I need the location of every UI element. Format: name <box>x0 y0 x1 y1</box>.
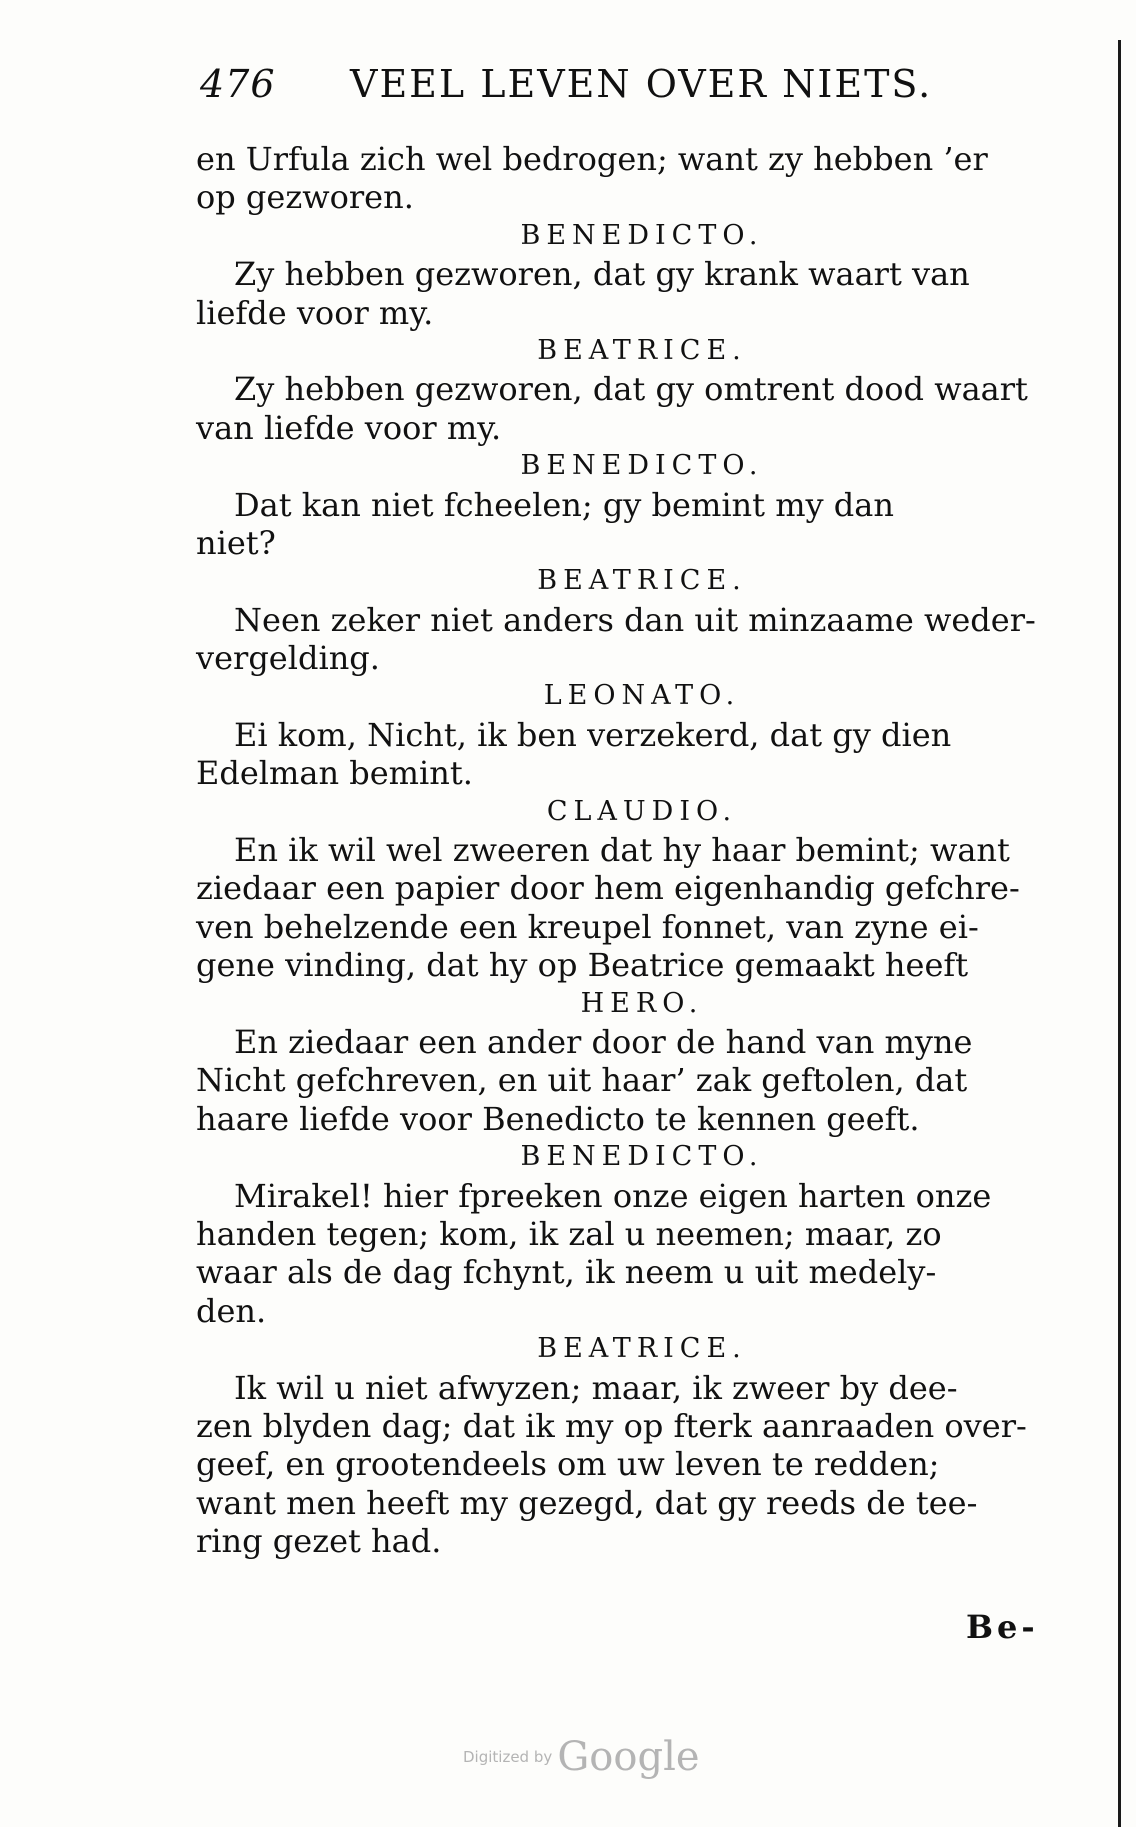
speaker-name: BEATRICE. <box>537 565 747 597</box>
text-line: niet? <box>196 523 276 562</box>
text-line: van liefde voor my. <box>196 408 502 447</box>
speech-first-line: En ziedaar een ander door de hand van myne <box>234 1022 973 1061</box>
speech-first-line: Ei kom, Nicht, ik ben verzekerd, dat gy dien <box>234 715 952 754</box>
text-line: gene vinding, dat hy op Beatrice gemaakt heeft <box>196 946 969 985</box>
text-line: haare liefde voor Benedicto te kennen geeft. <box>196 1099 920 1138</box>
speaker-name: BENEDICTO. <box>520 450 764 482</box>
text-line: ziedaar een papier door hem eigenhandig gefchre- <box>196 869 1020 908</box>
speech-first-line: En ik wil wel zweeren dat hy haar bemint; want <box>234 831 1010 870</box>
speech-first-line: Ik wil u niet afwyzen; maar, ik zweer by dee- <box>234 1368 958 1407</box>
speaker-name: BEATRICE. <box>537 334 747 366</box>
text-line: ven behelzende een kreupel fonnet, van zyne ei- <box>196 907 979 946</box>
page-header <box>200 56 1070 110</box>
page-number: 476 <box>200 62 276 106</box>
text-line: den. <box>196 1291 267 1330</box>
speaker-name: BENEDICTO. <box>520 219 764 251</box>
watermark-prefix: Digitized by <box>463 1748 553 1766</box>
speech-first-line: Neen zeker niet anders dan uit minzaame weder- <box>234 600 1036 639</box>
text-line: geef, en grootendeels om uw leven te redden; <box>196 1445 940 1484</box>
speaker-name: BENEDICTO. <box>520 1141 764 1173</box>
text-line: ring gezet had. <box>196 1522 442 1561</box>
text-line: handen tegen; kom, ik zal u neemen; maar, zo <box>196 1214 942 1253</box>
running-title: VEEL LEVEN OVER NIETS. <box>350 62 933 106</box>
text-line: Edelman bemint. <box>196 754 473 793</box>
speech-first-line: Mirakel! hier fpreeken onze eigen harten onze <box>234 1176 992 1215</box>
catchword: Be- <box>966 1608 1039 1646</box>
text-line: waar als de dag fchynt, ik neem u uit medely- <box>196 1253 937 1292</box>
speaker-name: CLAUDIO. <box>546 795 738 827</box>
text-line: Nicht gefchreven, en uit haar’ zak geftolen, dat <box>196 1061 968 1100</box>
digitized-watermark <box>463 1734 700 1780</box>
body-text <box>196 140 1048 1560</box>
text-line: zen blyden dag; dat ik my op fterk aanraaden over- <box>196 1406 1027 1445</box>
speaker-name: HERO. <box>580 987 704 1019</box>
page-edge-line <box>1118 40 1121 1827</box>
speech-first-line: Zy hebben gezworen, dat gy krank waart van <box>234 255 970 294</box>
speaker-name: BEATRICE. <box>537 1333 747 1365</box>
speech-first-line: Dat kan niet fcheelen; gy bemint my dan <box>234 485 894 524</box>
text-line: op gezworen. <box>196 178 414 217</box>
text-line: vergelding. <box>196 639 380 678</box>
text-line: en Urfula zich wel bedrogen; want zy hebben ’er <box>196 140 988 178</box>
text-line: liefde voor my. <box>196 293 434 332</box>
speech-first-line: Zy hebben gezworen, dat gy omtrent dood waart <box>234 370 1028 409</box>
speaker-name: LEONATO. <box>543 680 741 712</box>
google-logo: Google <box>557 1734 700 1780</box>
text-line: want men heeft my gezegd, dat gy reeds de tee- <box>196 1483 978 1522</box>
